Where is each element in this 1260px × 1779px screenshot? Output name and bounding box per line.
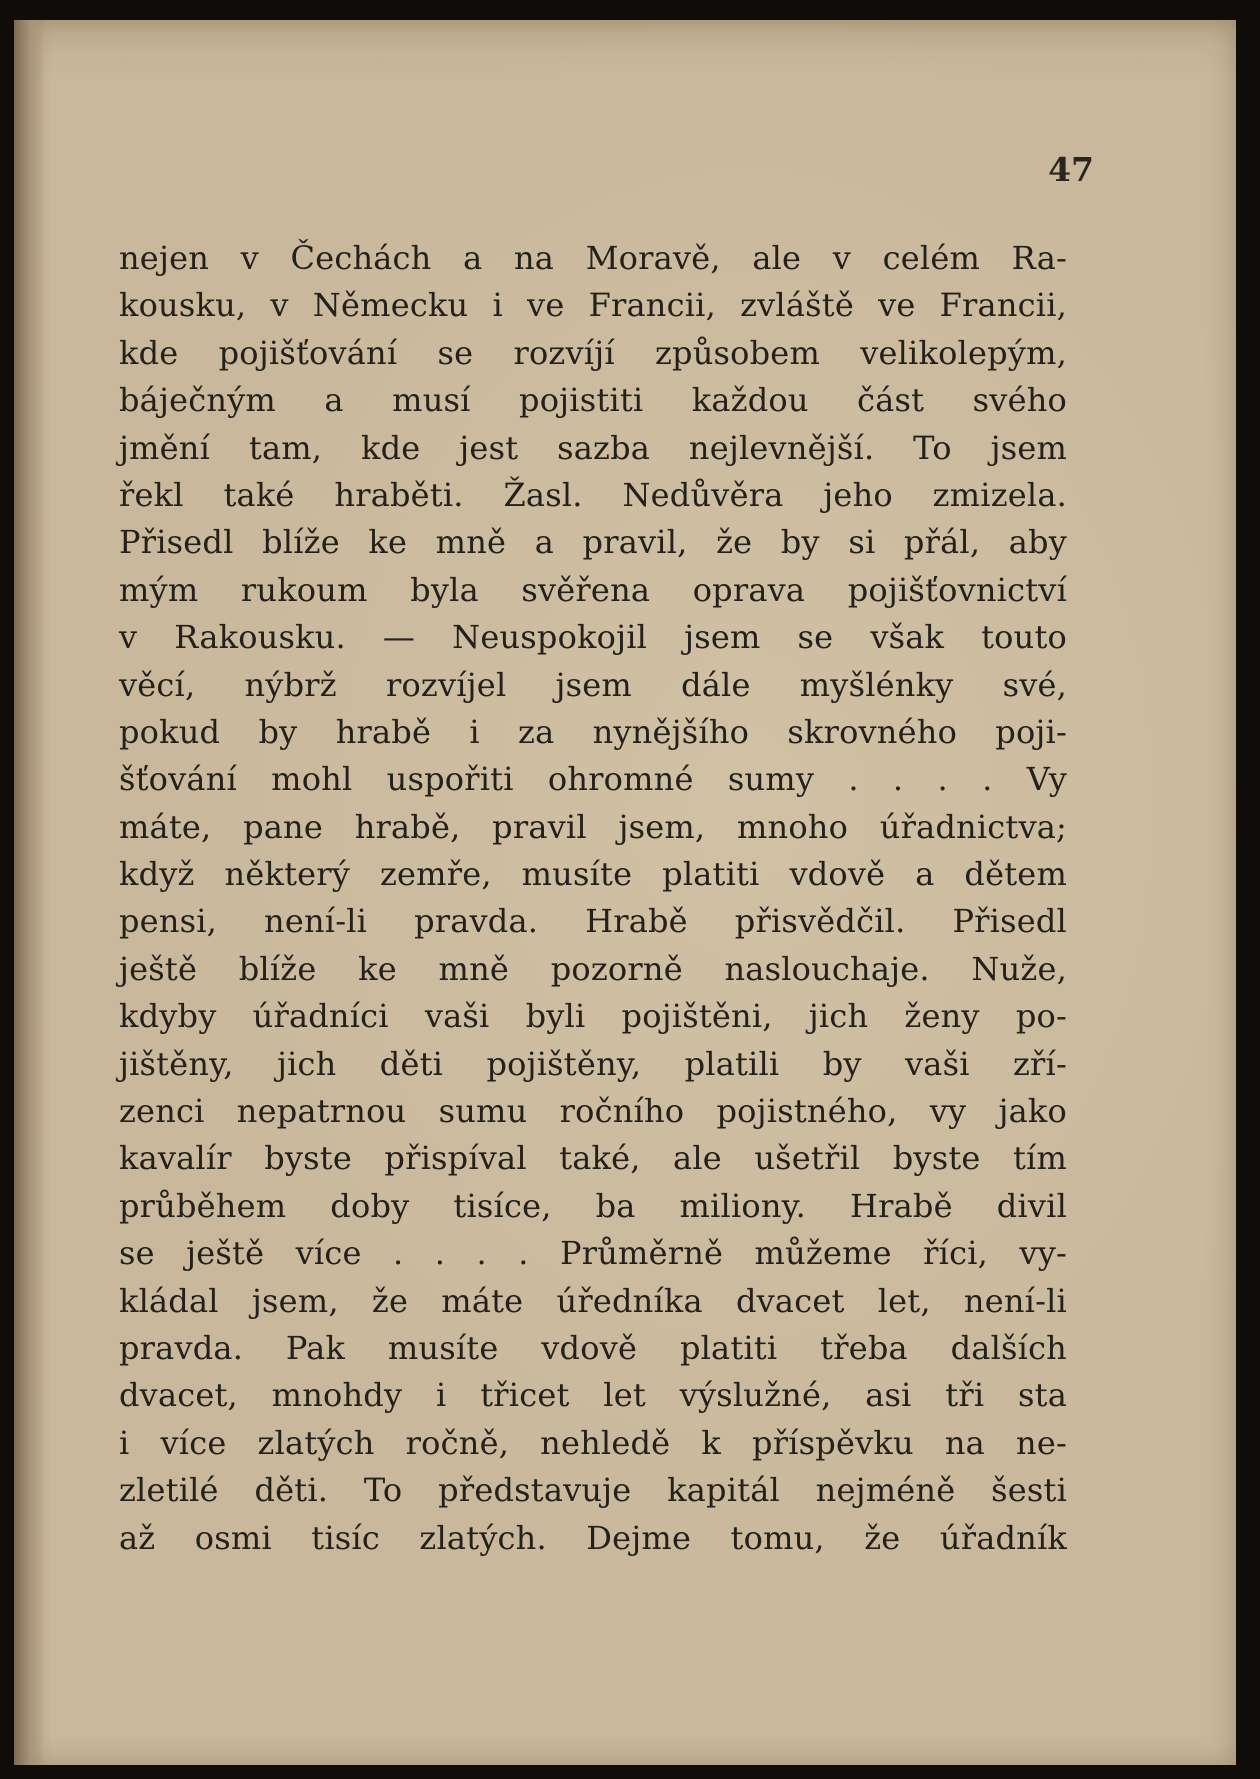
text-line: šťování mohl uspořiti ohromné sumy . . . . Vy [119,760,1067,799]
text-line: nejen v Čechách a na Moravě, ale v celém Ra- [119,239,1067,277]
page-number: 47 [1048,150,1094,189]
text-line: kdyby úřadníci vaši byli pojištěni, jich ženy po- [119,997,1067,1036]
text-line: mým rukoum byla svěřena oprava pojišťovnictví [119,570,1067,609]
text-line: v Rakousku. — Neuspokojil jsem se však touto [119,618,1067,657]
text-line: věcí, nýbrž rozvíjel jsem dále myšlénky své, [119,665,1067,704]
text-line: kládal jsem, že máte úředníka dvacet let, není-li [119,1281,1067,1320]
text-line: jmění tam, kde jest sazba nejlevnější. To jsem [119,428,1067,467]
text-line: pokud by hrabě i za nynějšího skrovného poji- [119,712,1067,751]
text-line: Přisedl blíže ke mně a pravil, že by si přál, aby [119,523,1067,562]
text-line: řekl také hraběti. Žasl. Nedůvěra jeho zmizela. [119,475,1067,514]
text-line: zletilé děti. To představuje kapitál nejméně šesti [119,1471,1067,1510]
body-text [119,235,1067,1562]
text-line: kousku, v Německu i ve Francii, zvláště ve Francii, [119,286,1067,325]
text-line: dvacet, mnohdy i třicet let výslužné, asi tři sta [119,1376,1067,1415]
text-line: báječným a musí pojistiti každou část svého [119,381,1067,420]
text-line: i více zlatých ročně, nehledě k příspěvku na ne- [119,1423,1067,1462]
text-line: zenci nepatrnou sumu ročního pojistného, vy jako [119,1092,1067,1131]
text-line: máte, pane hrabě, pravil jsem, mnoho úřadnictva; [119,807,1067,846]
text-line: kavalír byste přispíval také, ale ušetřil byste tím [119,1139,1067,1178]
text-line: pravda. Pak musíte vdově platiti třeba dalších [119,1328,1067,1367]
page-gutter-shadow [14,20,44,1765]
text-line: když některý zemře, musíte platiti vdově a dětem [119,855,1067,894]
text-line: až osmi tisíc zlatých. Dejme tomu, že úřadník [119,1518,1067,1557]
text-line: ještě blíže ke mně pozorně naslouchaje. Nuže, [119,949,1067,988]
text-line: pensi, není-li pravda. Hrabě přisvědčil. Přisedl [119,902,1067,941]
text-line: jištěny, jich děti pojištěny, platili by vaši zří- [119,1044,1067,1083]
text-line: průběhem doby tisíce, ba miliony. Hrabě divil [119,1186,1067,1225]
text-line: kde pojišťování se rozvíjí způsobem velikolepým, [119,333,1067,372]
text-line: se ještě více . . . . Průměrně můžeme říci, vy- [119,1234,1067,1273]
